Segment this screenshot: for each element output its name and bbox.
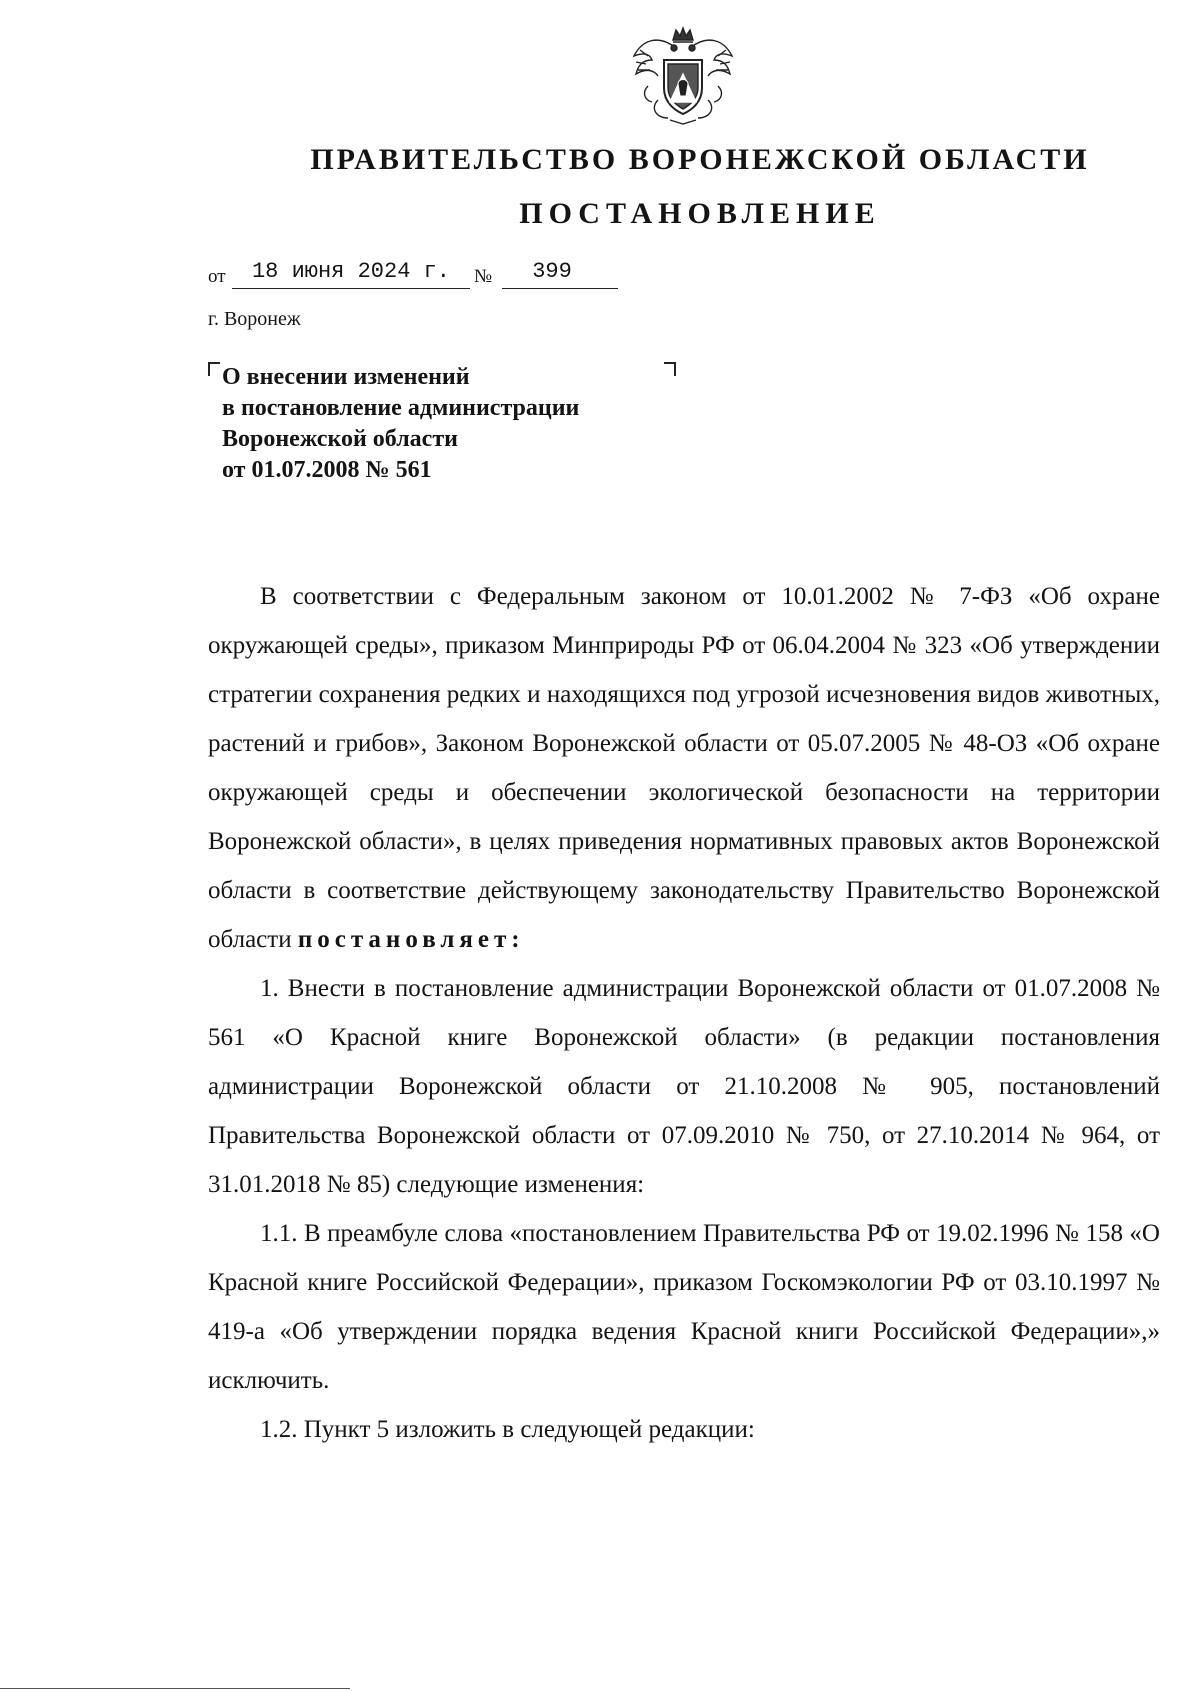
document-type: ПОСТАНОВЛЕНИЕ xyxy=(519,197,881,230)
subject-line: О внесении изменений xyxy=(222,364,470,390)
document-body xyxy=(208,572,1160,1454)
item-1-2-paragraph: 1.2. Пункт 5 изложить в следующей редакции: xyxy=(260,1416,755,1443)
number-value: 399 xyxy=(532,259,572,284)
number-label: № xyxy=(474,266,493,287)
subject-line: в постановление администрации xyxy=(222,395,580,421)
date-number-line xyxy=(208,258,688,292)
item-1-1-paragraph: 1.1. В преамбуле слова «постановлением Правительства РФ от 19.02.1996 № 158 «О Красной книге Российской Федерации», приказом Госкомэкологии РФ от 03.10.1997 № 419-а «Об утверждении порядка ведения Красной книги Российской Федерации»,» исключить. xyxy=(208,1220,1160,1394)
date-value: 18 июня 2024 г. xyxy=(251,259,451,284)
date-underline xyxy=(232,288,470,289)
item-1-paragraph: 1. Внести в постановление администрации Воронежской области от 01.07.2008 № 561 «О Красной книге Воронежской области» (в редакции постановления администрации Воронежской области от 21.10.2008 № 905, постановлений Правительства Воронежской области от 07.09.2010 № 750, от 27.10.2014 № 964, от 31.01.2018 № 85) следующие изменения: xyxy=(208,975,1160,1198)
subject-line: Воронежской области xyxy=(222,426,458,452)
preamble-text: В соответствии с Федеральным законом от 10.01.2002 № 7-ФЗ «Об охране окружающей среды», приказом Минприроды РФ от 06.04.2004 № 323 «Об утверждении стратегии сохранения редких и находящихся под угрозой исчезновения видов животных, растений и грибов», Законом Воронежской области от 05.07.2005 № 48-ОЗ «Об охране окружающей среды и обеспечении экологической безопасности на территории Воронежской области», в целях приведения нормативных правовых актов Воронежской области в соответствие действующему законодательству Правительство Воронежской области xyxy=(208,583,1160,953)
city: г. Воронеж xyxy=(208,308,301,330)
subject-line: от 01.07.2008 № 561 xyxy=(222,457,432,483)
government-title: ПРАВИТЕЛЬСТВО ВОРОНЕЖСКОЙ ОБЛАСТИ xyxy=(310,143,1090,176)
resolves-word: постановляет: xyxy=(297,926,525,953)
footer-rule xyxy=(0,1688,350,1689)
coat-of-arms-icon xyxy=(628,26,738,126)
preamble-paragraph xyxy=(208,572,1160,964)
date-label: от xyxy=(208,266,226,287)
number-underline xyxy=(502,288,618,289)
subject-corner-left xyxy=(208,362,220,376)
subject-title xyxy=(222,362,682,486)
